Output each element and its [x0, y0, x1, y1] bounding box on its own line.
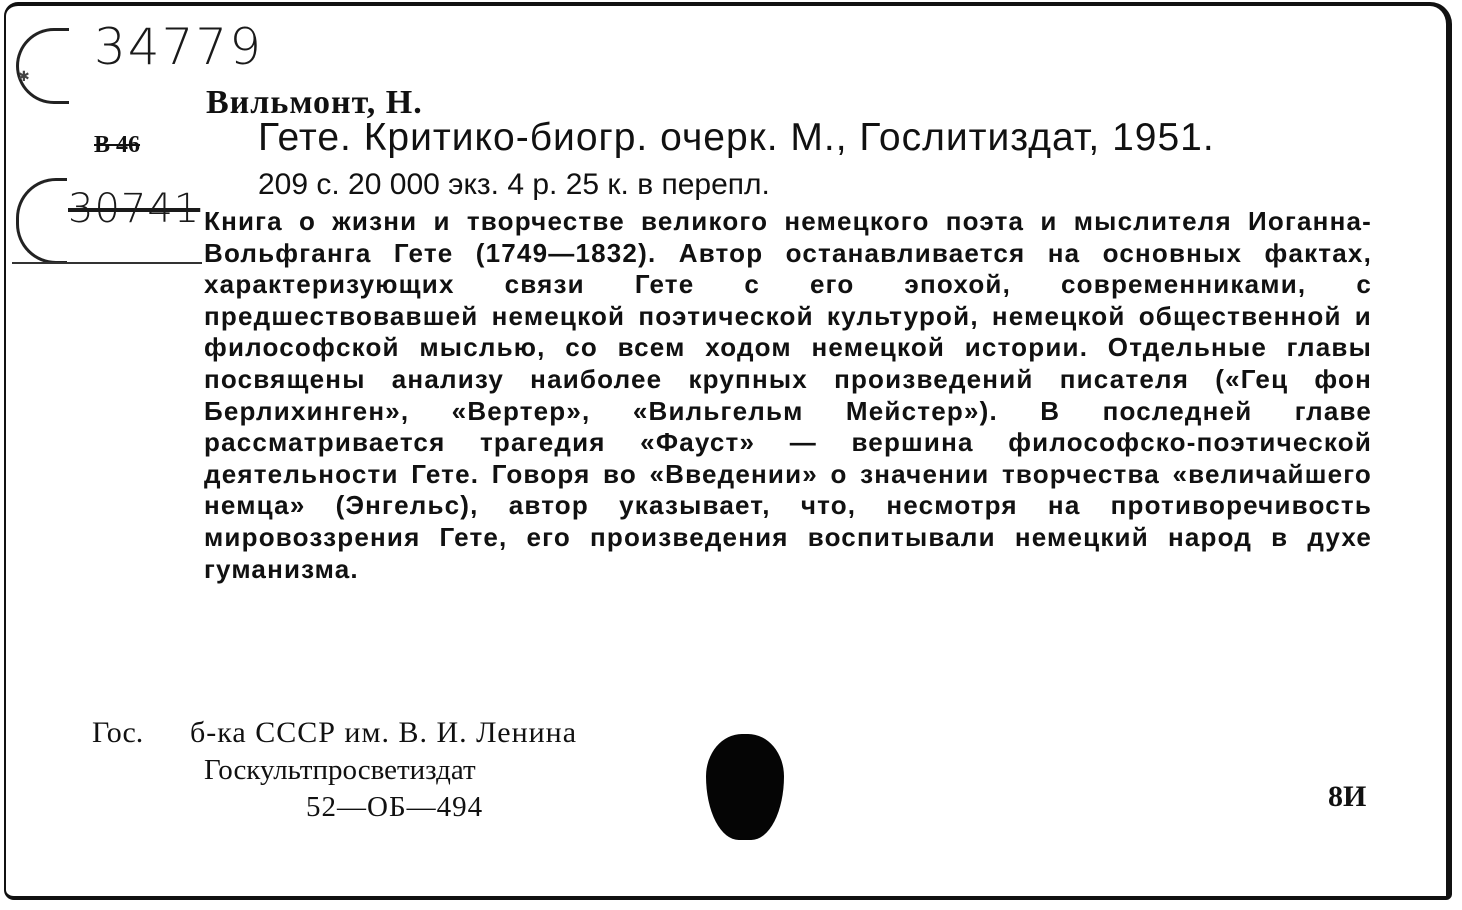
annotation-text: Книга о жизни и творчестве великого немецкого поэта и мыслителя Иоганна-Вольфганга Гете (1749—1832). Автор останавливается на основных фактах, характеризующих связи Гете с его эпохой, современниками, с предшествовавшей немецкой поэтической культурой, немецкой общественной и философской мыслью, со всем ходом немецкой истории. Отдельные главы посвящены анализу наиболее крупных произведений писателя («Гец фон Берлихинген», «Вертер», «Вильгельм Мейстер»). В последней главе рассматривается трагедия «Фауст» — вершина философско-поэтической деятельности Гете. Говоря во «Введении» о значении творчества «величайшего немца» (Энгельс), автор указывает, что, несмотря на противоречивость мировоззрения Гете, его произведения воспитывали немецкий народ в духе гуманизма. [204, 206, 1372, 584]
title-line: Гете. Критико-биогр. очерк. М., Гослитиздат, 1951. [258, 116, 1215, 159]
footer-order-number: 52—ОБ—494 [306, 791, 484, 823]
footer-publisher: Госкультпросветиздат [204, 754, 476, 786]
stamp-mark: ✱ [18, 68, 30, 84]
catalog-card [4, 2, 1452, 900]
footer-abbr: Гос. [92, 716, 144, 749]
imprint-line: 209 с. 20 000 экз. 4 р. 25 к. в перепл. [258, 168, 770, 201]
shelfmark: В 46 [94, 132, 141, 158]
inventory-number-top: 34779 [94, 18, 264, 76]
footer-library: б-ка СССР им. В. И. Ленина [190, 716, 578, 749]
author-heading: Вильмонт, Н. [206, 84, 423, 121]
inventory-number-mid: 30741 [68, 186, 201, 232]
classification-index: 8И [1328, 780, 1367, 813]
punch-hole [706, 734, 784, 840]
handwritten-underline [12, 262, 202, 264]
handwritten-bracket-top [16, 28, 69, 104]
handwritten-bracket-mid [16, 178, 67, 264]
